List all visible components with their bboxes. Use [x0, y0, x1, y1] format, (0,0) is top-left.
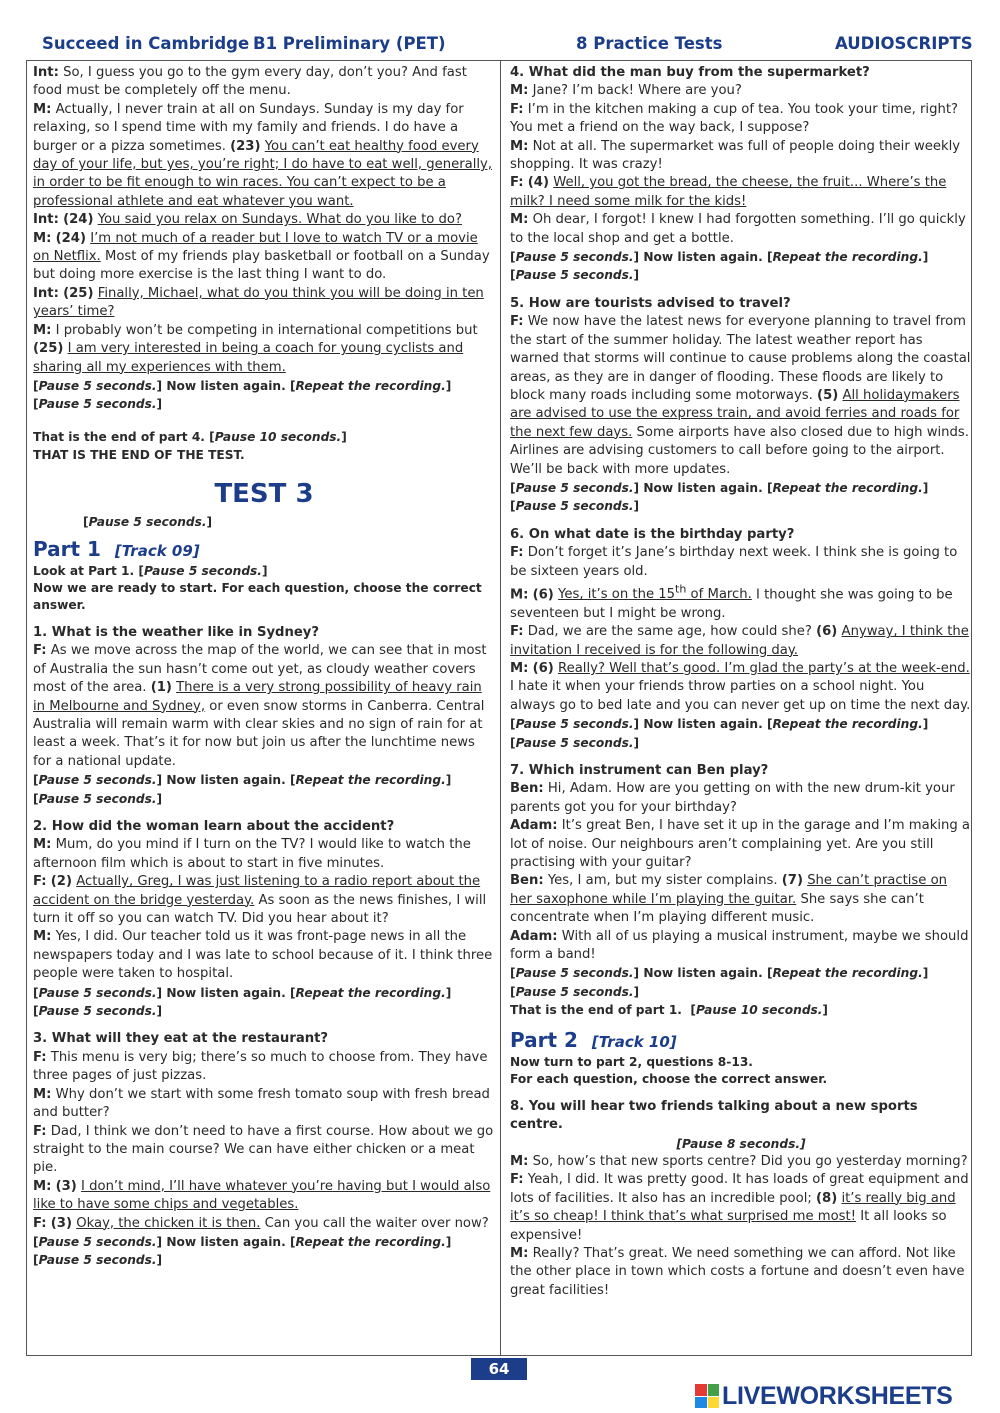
paragraph: M: So, how’s that new sports centre? Did you go yesterday morning?: [510, 1153, 968, 1169]
paragraph: M: (24) I’m not much of a reader but I love to watch TV or a movie on Netflix. Most of my friends play basketball or football on a Sunday but doing more exercise is the last thing I want to do.: [33, 230, 490, 283]
paragraph: F: This menu is very big; there’s so much to choose from. They have three pages of just pizzas.: [33, 1049, 488, 1084]
instruction: Now we are ready to start. For each question, choose the correct answer.: [33, 580, 482, 612]
pause-instruction: [Pause 5 seconds.] Now listen again. [Repeat the recording.]: [33, 1234, 452, 1249]
pause-instruction: [Pause 5 seconds.] Now listen again. [Repeat the recording.]: [33, 985, 452, 1000]
liveworksheets-logo: [695, 1381, 953, 1411]
test-title: TEST 3: [214, 478, 314, 509]
left-column: [33, 64, 495, 1270]
pause-instruction: [Pause 5 seconds.]: [33, 1004, 163, 1019]
pause-instruction: [Pause 5 seconds.]: [33, 397, 163, 412]
paragraph: Adam: It’s great Ben, I have set it up in the garage and I’m making a lot of noise. Our neighbours aren’t complaining yet. Are you still practising with your guitar?: [510, 818, 970, 871]
paragraph: M: Really? That’s great. We need something we can afford. Not like the other place in town which costs a fortune and doesn’t even have great facilities!: [510, 1245, 965, 1298]
paragraph: M: Actually, I never train at all on Sundays. Sunday is my day for relaxing, so I spend time with my family and friends. I do have a burger or a pizza sometimes. (23) You can’t eat healthy food every day of your life, but yes, you’re right; I do have to eat well, generally, in order to be fit enough to win races. You can’t expect to be a professional athlete and eat whatever you want.: [33, 101, 493, 209]
pause-instruction: [Pause 5 seconds.] Now listen again. [Repeat the recording.]: [510, 717, 929, 732]
paragraph: M: (6) Really? Well that’s good. I’m glad the party’s at the week-end. I hate it when your friends throw parties on a school night. You always go to bed late and you can never get up on time the next day.: [510, 660, 971, 713]
paragraph: F: (3) Okay, the chicken it is then. Can you call the waiter over now?: [33, 1215, 489, 1231]
pause-instruction: [Pause 5 seconds.] Now listen again. [Repeat the recording.]: [33, 378, 452, 393]
paragraph: F: Dad, I think we don’t need to have a first course. How about we go straight to the main course? We can have either chicken or a meat pie.: [33, 1123, 494, 1176]
part-heading: Part 1 [Track 09]: [33, 536, 200, 561]
paragraph: Adam: With all of us playing a musical instrument, maybe we should form a band!: [510, 928, 969, 963]
end-of-part: That is the end of part 4. [Pause 10 seconds.]: [33, 429, 347, 444]
paragraph: M: Mum, do you mind if I turn on the TV? I would like to watch the afternoon film which is about to start in five minutes.: [33, 837, 471, 871]
logo-text: LIVEWORKSHEETS: [722, 1381, 953, 1410]
paragraph: M: I probably won’t be competing in international competitions but (25) I am very interested in being a coach for young cyclists and sharing all my experiences with them.: [33, 322, 478, 375]
page-number: 64: [471, 1358, 527, 1380]
question-heading: 2. How did the woman learn about the accident?: [33, 819, 395, 834]
header-book: 8 Practice Tests: [576, 34, 723, 53]
paragraph: F: We now have the latest news for everyone planning to travel from the start of the summer holiday. The latest weather report has warned that storms will continue to cause problems along the coastal areas, as they are in danger of flooding. These floods are likely to block many roads including some motorways. (5) All holidaymakers are advised to use the express train, and avoid ferries and roads for the next few days. Some airports have also closed due to high winds. Airlines are advising customers to call before going to the airport. We’ll be back with more updates.: [510, 314, 971, 477]
question-heading: 5. How are tourists advised to travel?: [510, 295, 791, 311]
instruction: Look at Part 1. [Pause 5 seconds.]: [33, 563, 268, 578]
pause-instruction: [Pause 5 seconds.] Now listen again. [Repeat the recording.]: [510, 966, 929, 981]
pause-instruction: [Pause 5 seconds.]: [510, 984, 640, 999]
paragraph: M: (6) Yes, it’s on the 15th of March. I thought she was going to be seventeen but I might be wrong.: [510, 582, 953, 621]
pause-instruction: [Pause 5 seconds.]: [33, 791, 163, 806]
question-heading: 8. You will hear two friends talking about a new sports centre.: [510, 1098, 918, 1133]
paragraph: Ben: Hi, Adam. How are you getting on with the new drum-kit your parents got you for your birthday?: [510, 781, 955, 815]
paragraph: M: Not at all. The supermarket was full of people doing their weekly shopping. It was crazy!: [510, 138, 961, 173]
part-heading: Part 2 [Track 10]: [510, 1027, 677, 1052]
instruction: Now turn to part 2, questions 8-13.: [510, 1054, 753, 1069]
question-heading: 3. What will they eat at the restaurant?: [33, 1031, 329, 1047]
paragraph: F: I’m in the kitchen making a cup of tea. You took your time, right? You met a friend on the way back, I suppose?: [510, 101, 958, 136]
pause-instruction: [Pause 5 seconds.] Now listen again. [Repeat the recording.]: [510, 480, 929, 495]
pause-instruction: [Pause 5 seconds.]: [510, 735, 640, 750]
column-divider: [500, 60, 501, 1356]
paragraph: Int: So, I guess you go to the gym every day, don’t you? And fast food must be completely off the menu.: [33, 65, 467, 99]
pause-instruction: [Pause 5 seconds.] Now listen again. [Repeat the recording.]: [33, 773, 452, 788]
liveworksheets-logo-icon: [695, 1384, 719, 1408]
question-heading: 6. On what date is the birthday party?: [510, 526, 795, 542]
pause-instruction: [Pause 5 seconds.]: [510, 268, 640, 283]
pause-instruction: [Pause 5 seconds.]: [83, 514, 213, 529]
paragraph: F: As we move across the map of the world, we can see that in most of Australia the sun hasn’t come out yet, as cloudy weather covers most of the area. (1) There is a very strong possibility of heavy rain in Melbourne and Sydney, or even snow storms in Canberra. Central Australia will remain warm with clear skies and no sign of rain for at least a week. That’s it for now but join us after the lunchtime news for a national update.: [33, 643, 487, 769]
paragraph: F: Dad, we are the same age, how could she? (6) Anyway, I think the invitation I received is for the following day.: [510, 624, 969, 658]
pause-instruction: [Pause 5 seconds.]: [510, 499, 640, 514]
pause-instruction: [Pause 5 seconds.] Now listen again. [Repeat the recording.]: [510, 250, 929, 265]
right-column: [510, 64, 972, 1300]
paragraph: M: Jane? I’m back! Where are you?: [510, 83, 742, 99]
paragraph: Ben: Yes, I am, but my sister complains. (7) She can’t practise on her saxophone while I’m playing the guitar. She says she can’t concentrate when I’m playing different music.: [510, 873, 948, 926]
paragraph: F: (2) Actually, Greg, I was just listening to a radio report about the accident on the bridge yesterday. As soon as the news finishes, I will turn it off so you can watch TV. Did you hear about it?: [33, 874, 487, 927]
paragraph: M: Yes, I did. Our teacher told us it was front-page news in all the newspapers today and I was late to school because of it. I think three people were taken to hospital.: [33, 929, 493, 982]
end-of-test: THAT IS THE END OF THE TEST.: [33, 448, 245, 463]
header-section: AUDIOSCRIPTS: [835, 34, 973, 53]
end-of-part: That is the end of part 1. [Pause 10 seconds.]: [510, 1003, 828, 1018]
header-series: Succeed in Cambridge: [42, 34, 250, 53]
question-heading: 7. Which instrument can Ben play?: [510, 763, 769, 779]
paragraph: M: Why don’t we start with some fresh tomato soup with fresh bread and butter?: [33, 1086, 490, 1121]
paragraph: M: Oh dear, I forgot! I knew I had forgotten something. I’ll go quickly to the local shop and get a bottle.: [510, 212, 966, 246]
paragraph: F: (4) Well, you got the bread, the cheese, the fruit... Where’s the milk? I need some milk for the kids!: [510, 175, 947, 209]
question-heading: 4. What did the man buy from the supermarket?: [510, 65, 870, 80]
paragraph: F: Yeah, I did. It was pretty good. It has loads of great equipment and lots of facilities. It also has an incredible pool; (8) it’s really big and it’s so cheap! I think that’s what surprised me most! It all looks so expensive!: [510, 1172, 969, 1243]
question-heading: 1. What is the weather like in Sydney?: [33, 624, 320, 640]
paragraph: Int: (24) You said you relax on Sundays. What do you like to do?: [33, 212, 462, 228]
instruction: For each question, choose the correct answer.: [510, 1071, 828, 1086]
pause-instruction: [Pause 8 seconds.]: [676, 1136, 806, 1151]
paragraph: M: (3) I don’t mind, I’ll have whatever you’re having but I would also like to have some chips and vegetables.: [33, 1178, 491, 1213]
pause-instruction: [Pause 5 seconds.]: [33, 1253, 163, 1268]
paragraph: F: Don’t forget it’s Jane’s birthday next week. I think she is going to be sixteen years old.: [510, 545, 958, 579]
header-level: B1 Preliminary (PET): [253, 34, 446, 53]
paragraph: Int: (25) Finally, Michael, what do you think you will be doing in ten years’ time?: [33, 285, 484, 320]
